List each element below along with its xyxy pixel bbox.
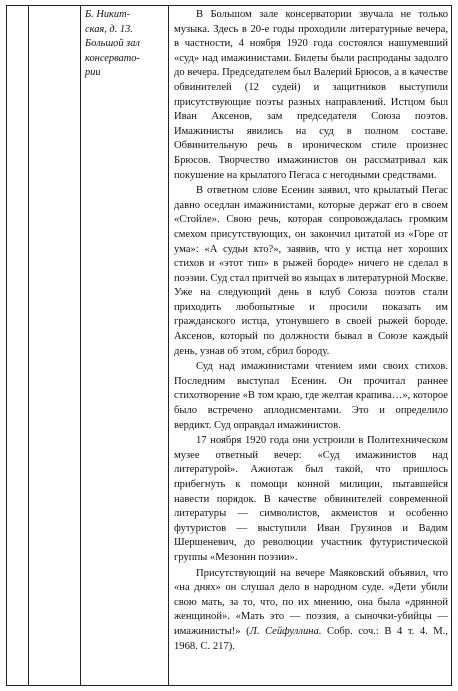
- paragraph-esenin-reply: В ответном слове Есенин заявил, что крылатый Пегас давно оседлан имажинистами, которые держат его в своем «Стойле». Свою речь, которая сопровождалась громким смехом присутствующих, он закончил цитатой из «Горе от ума»: «А судьи кто?», заявив, что у истца нет хороших стихов и «этот тип» в рыжей бороде» ничего не сделал в поэзии. Суд стал притчей во языцах в литературной Москве. Уже на следующий день в клуб Союза поэтов стали приходить любопытные и просили показать им гражданского истца, утонувшего в своей рыжей бороде. Аксенов, который по должности бывал в Союзе каждый день, узнав об этом, сбрил бороду.: [174, 185, 448, 357]
- description-cell: [169, 6, 452, 686]
- address-line: консервато-: [85, 52, 140, 64]
- citation-author: Л. Сейфуллина.: [249, 625, 322, 637]
- address-line: Большой зал: [85, 38, 140, 50]
- citation-source: Собр. соч.: В 4 т. 4. М., 1968. С. 217).: [174, 625, 449, 652]
- paragraph-mayakovsky: [174, 567, 448, 655]
- document-table: [6, 5, 452, 686]
- address-line: Б. Никит-: [85, 9, 131, 20]
- empty-cell-name: [29, 6, 81, 686]
- paragraph-polytechnic: 17 ноября 1920 года они устроили в Политехническом музее ответный вечер: «Суд имажинистов над литературой». Ажиотаж был такой, что пришлось прибегнуть к помощи конной милиции, пытавшейся навести порядок. В качестве обвинителей современной литературы — символистов, акмеистов и особенно футуристов — выступили Иван Грузинов и Вадим Шершеневич, до революции участник футуристической группы «Мезонин поэзии».: [174, 435, 448, 563]
- address-line: рии: [85, 67, 101, 79]
- empty-cell-number: [7, 6, 29, 686]
- table-row: [7, 6, 452, 686]
- address-cell: [81, 6, 169, 686]
- address-line: ская, д. 13.: [85, 23, 133, 35]
- paragraph-verdict: Суд над имажинистами чтением ими своих стихов. Последним выступал Есенин. Он прочитал раннее стихотворение «В том краю, где желтая крапива…», которое было встречено аплодисментами. Это и определило вердикт. Суд оправдал имажинистов.: [174, 361, 448, 431]
- paragraph-concert-hall: В Большом зале консерватории звучала не только музыка. Здесь в 20-е годы проходили литературные вечера, в частности, 4 ноября 1920 года состоялся нашумевший «суд» над имажинистами. Билеты были распроданы задолго до вечера. Председателем был Валерий Брюсов, а в качестве обвинителей (12 судей) и защитников выступили присутствующие поэты разных направлений. Истцом был Иван Аксенов, зам председателя Союза поэтов. Имажинисты явились на суд в полном составе. Обвинительную речь в ироническом стиле произнес Брюсов. Творчество имажинистов он рассматривал как покушение на крылатого Пегаса с негодными средствами.: [174, 9, 448, 181]
- paragraph-text: Присутствующий на вечере Маяковский объявил, что «на днях» он слушал дело в народном суде. «Дети убили свою мать, за то, что, по их мнению, она была «дрянной женщиной». «Мать это — поэзия, а сыночки-убийцы — имажинисты!» (: [174, 567, 448, 637]
